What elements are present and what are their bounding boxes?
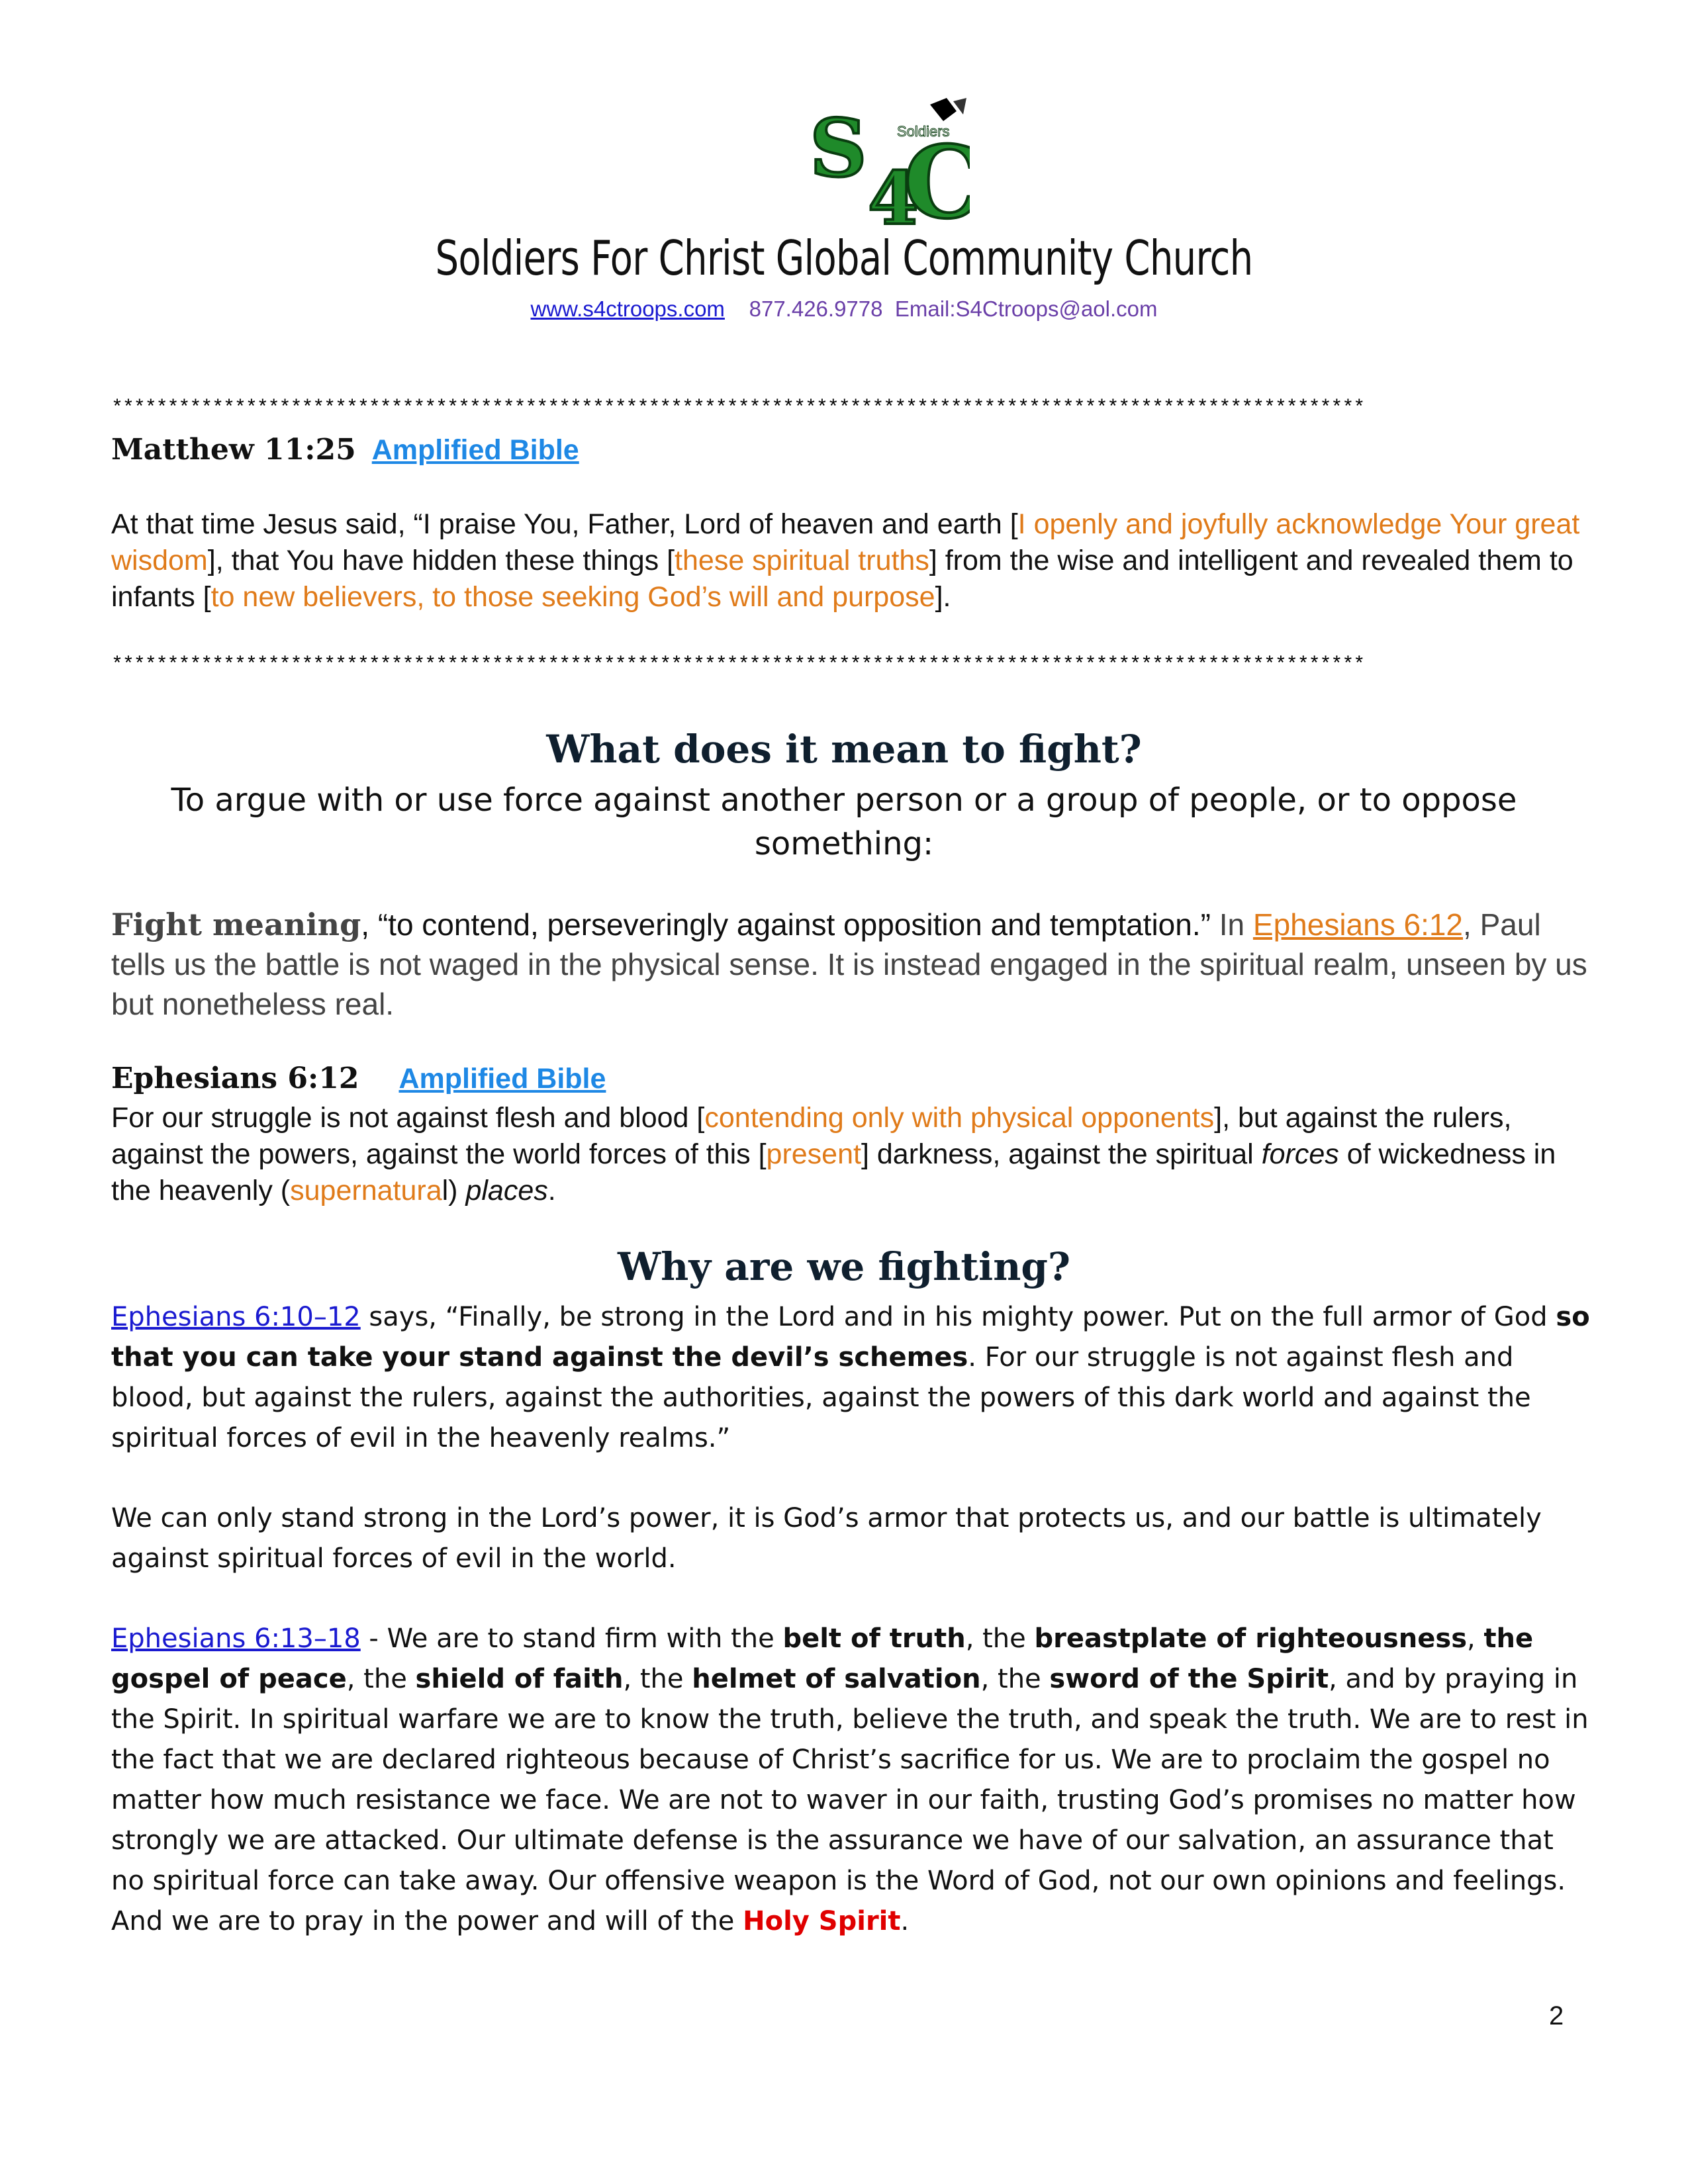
verse1-version-link[interactable]: Amplified Bible [371, 434, 579, 466]
svg-text:C: C [904, 124, 970, 230]
fight-meaning-term: Fight meaning [111, 907, 361, 942]
verse2-version-link[interactable]: Amplified Bible [399, 1063, 606, 1095]
phone-number: 877.426.9778 [749, 296, 883, 321]
section2-paragraph-1: Ephesians 6:10–12 says, “Finally, be strong in the Lord and in his mighty power. Put on the full armor of God so that you can take your stand against the devil’s schemes. For our struggle is not against flesh and blood, but against the rulers, against the authorities, against the powers of this dark world and against the spiritual forces of evil in the heavenly realms.” [111, 1302, 1590, 1453]
verse2-heading [111, 1062, 606, 1095]
divider-top: **************************************************************************************************************** [111, 397, 1365, 420]
logo-s: S [810, 102, 867, 195]
ephesians-6-10-12-link[interactable]: Ephesians 6:10–12 [111, 1302, 361, 1332]
logo-small-text: Soldiers [897, 123, 950, 140]
section1-heading: What does it mean to fight? [546, 727, 1142, 772]
ephesians-6-13-18-link[interactable]: Ephesians 6:13–18 [111, 1623, 361, 1654]
holy-spirit-text: Holy Spirit [743, 1906, 901, 1936]
section2-paragraph-3: Ephesians 6:13–18 - We are to stand firm with the belt of truth, the breastplate of righteousness, the gospel of peace, the shield of faith, the helmet of salvation, the sword of the Spirit, and by praying in the Spirit. In spiritual warfare we are to know the truth, believe the truth, and speak the truth. We are to rest in the fact that we are declared righteous because of Christ’s sacrifice for us. We are to proclaim the gospel no matter how much resistance we face. We are not to waver in our faith, trusting God’s promises no matter how strongly we are attacked. Our ultimate defense is the assurance we have of our salvation, an assurance that no spiritual force can take away. Our offensive weapon is the Word of God, not our own opinions and feelings. And we are to pray in the power and will of the Holy Spirit. [111, 1623, 1589, 1936]
verse1-text: At that time Jesus said, “I praise You, Father, Lord of heaven and earth [I openly and joyfully acknowledge Your great wisdom], that You have hidden these things [these spiritual truths] from the wise and intelligent and revealed them to infants [to new believers, to those seeking God’s will and purpose]. [111, 508, 1580, 613]
website-link[interactable]: www.s4ctroops.com [530, 296, 725, 321]
church-logo [804, 98, 970, 230]
section2-heading: Why are we fighting? [618, 1244, 1070, 1289]
svg-text:4: 4 [868, 156, 919, 230]
verse2-text: For our struggle is not against flesh and blood [contending only with physical opponents], but against the rulers, against the powers, against the world forces of this [present] darkness, against the spiritual forces of wickedness in the heavenly (supernatural) places. [111, 1102, 1556, 1206]
divider-bottom: **************************************************************************************************************** [111, 654, 1365, 676]
fight-meaning-paragraph: Fight meaning, “to contend, perseveringly against opposition and temptation.” In Ephesians 6:12, Paul tells us the battle is not waged in the physical sense. It is instead engaged in the spiritual realm, unseen by us but nonetheless real. [111, 907, 1587, 1021]
church-name: Soldiers For Christ Global Community Church [435, 230, 1253, 286]
verse1-reference: Matthew 11:25 [111, 433, 356, 467]
contact-line [0, 296, 1688, 322]
ephesians-6-12-link[interactable]: Ephesians 6:12 [1252, 907, 1464, 942]
verse2-reference: Ephesians 6:12 [111, 1062, 359, 1095]
section2-paragraph-2: We can only stand strong in the Lord’s power, it is God’s armor that protects us, and our battle is ultimately against spiritual forces of evil in the world. [111, 1503, 1542, 1574]
email-address[interactable]: Email:S4Ctroops@aol.com [894, 296, 1158, 321]
verse1-heading [111, 433, 579, 467]
page-number: 2 [1549, 2001, 1564, 2030]
section1-subheading: To argue with or use force against another person or a group of people, or to oppose something: [171, 782, 1517, 862]
